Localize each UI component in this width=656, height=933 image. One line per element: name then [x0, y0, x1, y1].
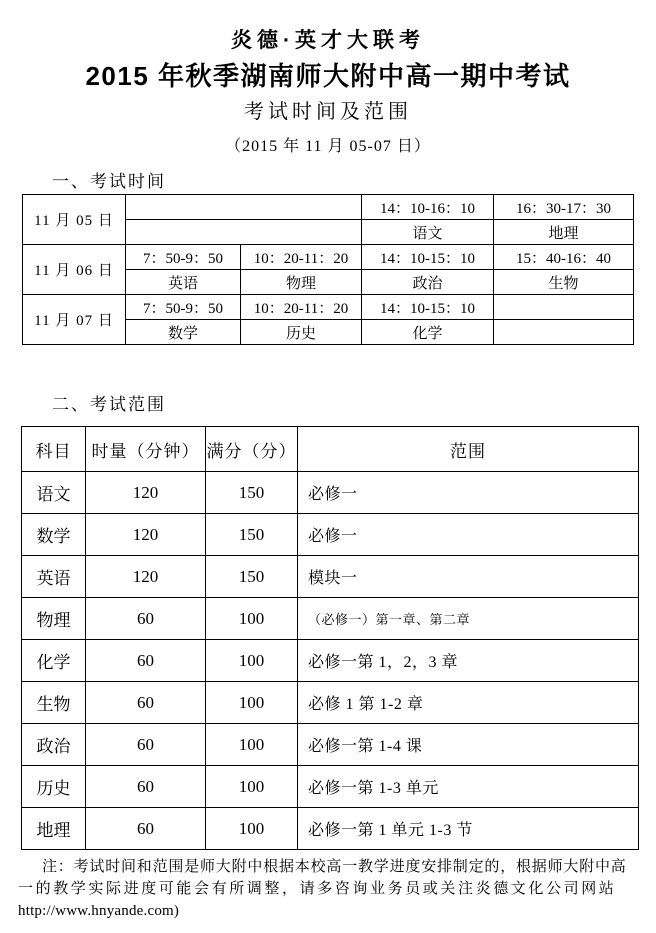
schedule-time-cell: 10：20-11：20 — [241, 245, 362, 270]
schedule-subject-cell: 历史 — [241, 320, 362, 345]
schedule-subject-cell: 数学 — [126, 320, 241, 345]
scope-row-geography — [22, 808, 639, 850]
scope-score-cell: 150 — [206, 514, 298, 556]
footnote-url: http://www.hnyande.com) — [18, 903, 180, 919]
scope-range-cell: 必修一第 1 单元 1-3 节 — [298, 808, 639, 850]
scope-range-cell: （必修一）第一章、第二章 — [298, 598, 639, 640]
scope-row-history — [22, 766, 639, 808]
schedule-row-day2-times — [23, 245, 634, 270]
scope-range-cell: 模块一 — [298, 556, 639, 598]
scope-subject-cell: 化学 — [22, 640, 86, 682]
schedule-row-day3-times — [23, 295, 634, 320]
schedule-subject-cell: 地理 — [494, 220, 634, 245]
page-title: 2015 年秋季湖南师大附中高一期中考试 — [85, 61, 571, 91]
scope-minutes-cell: 60 — [86, 640, 206, 682]
schedule-subject-cell: 政治 — [362, 270, 494, 295]
footnote-line: 一的教学实际进度可能会有所调整，请多咨询业务员或关注炎德文化公司网站 — [18, 881, 617, 897]
scope-range-cell: 必修一 — [298, 472, 639, 514]
scope-header-minutes: 时量（分钟） — [86, 427, 206, 472]
document-page — [0, 26, 656, 933]
scope-range-cell: 必修一第 1-4 课 — [298, 724, 639, 766]
scope-minutes-cell: 120 — [86, 514, 206, 556]
schedule-subject-cell: 化学 — [362, 320, 494, 345]
scope-range-cell: 必修 1 第 1-2 章 — [298, 682, 639, 724]
schedule-subject-cell: 语文 — [362, 220, 494, 245]
scope-row-chemistry — [22, 640, 639, 682]
scope-header-range: 范围 — [298, 427, 639, 472]
page-subtitle: 考试时间及范围 — [244, 101, 412, 123]
scope-minutes-cell: 60 — [86, 682, 206, 724]
scope-score-cell: 100 — [206, 766, 298, 808]
schedule-time-cell: 10：20-11：20 — [241, 295, 362, 320]
scope-row-math — [22, 514, 639, 556]
schedule-empty-cell — [494, 320, 634, 345]
exam-scope-table — [21, 426, 639, 850]
exam-date-range: （2015 年 11 月 05-07 日） — [225, 138, 431, 155]
scope-score-cell: 100 — [206, 682, 298, 724]
scope-subject-cell: 历史 — [22, 766, 86, 808]
scope-range-cell: 必修一 — [298, 514, 639, 556]
scope-subject-cell: 英语 — [22, 556, 86, 598]
scope-header-score: 满分（分） — [206, 427, 298, 472]
schedule-time-cell: 14：10-15：10 — [362, 295, 494, 320]
schedule-time-cell: 16：30-17：30 — [494, 195, 634, 220]
scope-subject-cell: 语文 — [22, 472, 86, 514]
brand-title: 炎德·英才大联考 — [231, 29, 425, 52]
schedule-time-cell: 7：50-9：50 — [126, 245, 241, 270]
scope-header-subject: 科目 — [22, 427, 86, 472]
scope-row-biology — [22, 682, 639, 724]
scope-header-row — [22, 427, 639, 472]
schedule-subject-cell: 生物 — [494, 270, 634, 295]
scope-minutes-cell: 60 — [86, 766, 206, 808]
scope-subject-cell: 政治 — [22, 724, 86, 766]
schedule-time-cell: 14：10-15：10 — [362, 245, 494, 270]
schedule-subject-cell: 物理 — [241, 270, 362, 295]
footnote — [18, 856, 638, 922]
scope-subject-cell: 地理 — [22, 808, 86, 850]
scope-subject-cell: 生物 — [22, 682, 86, 724]
schedule-time-cell: 7：50-9：50 — [126, 295, 241, 320]
schedule-date-cell: 11 月 05 日 — [23, 195, 126, 245]
scope-minutes-cell: 60 — [86, 598, 206, 640]
schedule-time-cell: 15：40-16：40 — [494, 245, 634, 270]
section-heading-exam-time: 一、考试时间 — [52, 172, 166, 191]
scope-score-cell: 150 — [206, 556, 298, 598]
scope-score-cell: 150 — [206, 472, 298, 514]
scope-row-chinese — [22, 472, 639, 514]
schedule-empty-cell — [494, 295, 634, 320]
scope-minutes-cell: 120 — [86, 556, 206, 598]
scope-minutes-cell: 120 — [86, 472, 206, 514]
schedule-empty-cell — [126, 195, 362, 220]
scope-range-cell: 必修一第 1，2，3 章 — [298, 640, 639, 682]
scope-range-cell: 必修一第 1-3 单元 — [298, 766, 639, 808]
scope-score-cell: 100 — [206, 598, 298, 640]
scope-row-politics — [22, 724, 639, 766]
exam-schedule-table — [22, 194, 634, 345]
footnote-line: 注：考试时间和范围是师大附中根据本校高一教学进度安排制定的，根据师大附中高 — [42, 859, 627, 875]
scope-minutes-cell: 60 — [86, 808, 206, 850]
schedule-date-cell: 11 月 07 日 — [23, 295, 126, 345]
scope-minutes-cell: 60 — [86, 724, 206, 766]
scope-score-cell: 100 — [206, 724, 298, 766]
schedule-subject-cell: 英语 — [126, 270, 241, 295]
schedule-time-cell: 14：10-16：10 — [362, 195, 494, 220]
scope-row-physics — [22, 598, 639, 640]
schedule-date-cell: 11 月 06 日 — [23, 245, 126, 295]
section-heading-exam-scope: 二、考试范围 — [52, 395, 166, 414]
scope-row-english — [22, 556, 639, 598]
scope-score-cell: 100 — [206, 640, 298, 682]
scope-subject-cell: 数学 — [22, 514, 86, 556]
scope-subject-cell: 物理 — [22, 598, 86, 640]
scope-score-cell: 100 — [206, 808, 298, 850]
schedule-row-day1-times — [23, 195, 634, 220]
schedule-empty-cell — [126, 220, 362, 245]
